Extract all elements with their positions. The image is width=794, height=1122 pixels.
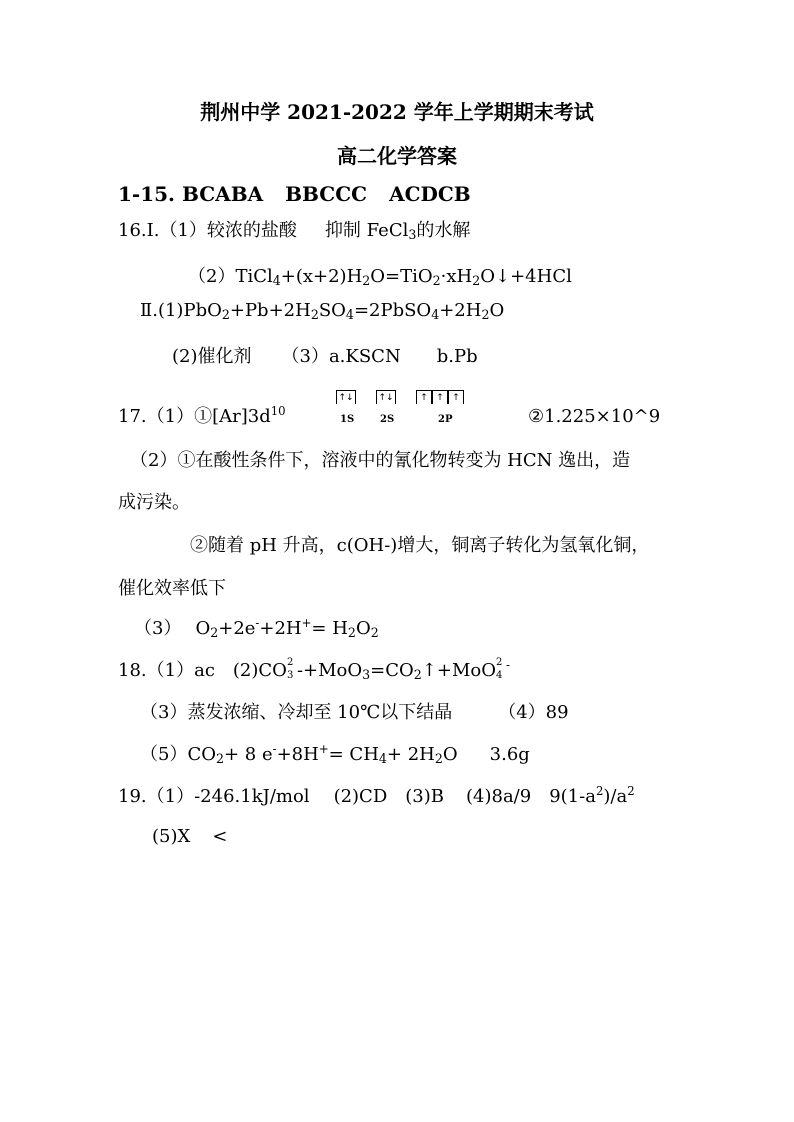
subscript: 2 bbox=[362, 273, 371, 289]
orbital-box-2p-3: ↑ bbox=[448, 390, 464, 404]
q16-eq3-part: +2H bbox=[439, 300, 482, 321]
q18-line-5 bbox=[140, 741, 530, 767]
q17-p3-part: +2e bbox=[218, 618, 256, 639]
subscript: 2 bbox=[370, 625, 379, 641]
subscript: 2 bbox=[413, 667, 422, 683]
mc-group-3: ACDCB bbox=[389, 182, 471, 206]
mc-group-1: BCABA bbox=[181, 182, 264, 206]
q18-line-3 bbox=[140, 704, 569, 722]
q17-p3-part: O bbox=[195, 618, 211, 639]
q16-eq2-part: O↓+4HCl bbox=[480, 266, 572, 287]
q16-kscn: （3）a.KSCN bbox=[281, 346, 401, 367]
q18-p4: （4）89 bbox=[498, 702, 569, 723]
subscript: 4 bbox=[378, 751, 387, 767]
q16-number: 16. bbox=[118, 220, 147, 241]
q16-eq3-part: +Pb+2H bbox=[229, 300, 311, 321]
q19-p4b-part: 9(1-a bbox=[549, 786, 596, 807]
q18-eq5-part: = CH bbox=[328, 744, 379, 765]
q16-eq3-part: SO bbox=[318, 300, 346, 321]
q18-number: 18. bbox=[118, 660, 147, 681]
q18-line-1 bbox=[118, 657, 510, 683]
subscript: 4 bbox=[431, 307, 440, 323]
superscript: 10 bbox=[270, 403, 286, 418]
q19-p5b: < bbox=[212, 826, 228, 847]
q18-p1: （1）ac bbox=[146, 660, 215, 681]
q19-p2: (2)CD bbox=[333, 786, 388, 807]
q17-p2b-line-1: ②随着 pH 升高，c(OH-)增大，铜离子转化为氢氧化铜， bbox=[190, 535, 650, 556]
mc-group-2: BBCCC bbox=[285, 182, 368, 206]
q16-part1b: 抑制 FeCl bbox=[324, 220, 409, 241]
q16-eq3-part: Ⅱ.(1)PbO bbox=[140, 300, 222, 321]
q17-p2b-line-2: 催化效率低下 bbox=[118, 578, 226, 599]
q16-catalyst: (2)催化剂 bbox=[172, 346, 252, 367]
superscript: + bbox=[301, 615, 312, 630]
subscript: 2 bbox=[347, 625, 356, 641]
q18-eq5-part: +8H bbox=[276, 744, 319, 765]
q17-number: 17. bbox=[118, 406, 147, 427]
q16-eq2-part: O=TiO bbox=[370, 266, 433, 287]
q16-line-4 bbox=[172, 348, 478, 366]
superscript: - bbox=[506, 657, 510, 672]
q18-p3: （3）蒸发浓缩、冷却至 10℃以下结晶 bbox=[140, 702, 453, 723]
q19-line-1 bbox=[118, 783, 635, 807]
subscript: 4 bbox=[272, 273, 281, 289]
orbital-box-2p-2: ↑ bbox=[432, 390, 448, 404]
superscript: - bbox=[255, 615, 260, 630]
q17-p3-part: = H bbox=[311, 618, 348, 639]
subscript: 2 bbox=[434, 751, 443, 767]
q19-p4b-part: )/a bbox=[603, 786, 628, 807]
q16-part1: Ⅰ.（1）较浓的盐酸 bbox=[146, 220, 297, 241]
q17-p3-part: +2H bbox=[259, 618, 302, 639]
q18-mass: 3.6g bbox=[489, 744, 530, 765]
q19-line-2 bbox=[152, 828, 227, 846]
q16-eq2-part: ·xH bbox=[440, 266, 473, 287]
orbital-label-1s: 1S bbox=[340, 414, 355, 425]
orbital-label-2s: 2S bbox=[380, 414, 395, 425]
subscript: 2 bbox=[310, 307, 319, 323]
q16-eq3-part: O bbox=[489, 300, 505, 321]
subscript: 2 bbox=[221, 307, 230, 323]
q19-p5: (5)X bbox=[152, 826, 191, 847]
q16-eq2-part: （2）TiCl bbox=[188, 266, 273, 287]
q16-line-1 bbox=[118, 220, 471, 243]
superscript: 2 bbox=[496, 657, 503, 668]
q19-p4: (4)8a/9 bbox=[466, 786, 532, 807]
q18-eq5-part: + 2H bbox=[386, 744, 435, 765]
q16-pb: b.Pb bbox=[436, 346, 478, 367]
q16-part1b-tail: 的水解 bbox=[416, 220, 471, 241]
q16-line-3 bbox=[140, 300, 505, 323]
mc-label: 1-15. bbox=[118, 182, 176, 206]
q19-number: 19. bbox=[118, 786, 147, 807]
orbital-diagram bbox=[336, 390, 486, 430]
subscript: 2 bbox=[432, 273, 441, 289]
q17-config: （1）①[Ar]3d bbox=[146, 406, 271, 427]
q16-eq3-part: =2PbSO bbox=[353, 300, 432, 321]
q18-eq5-part: （5）CO bbox=[140, 744, 216, 765]
q18-eq-part: -+MoO bbox=[296, 660, 363, 681]
q17-ksp: ②1.225×10^9 bbox=[528, 406, 661, 427]
subscript: 2 bbox=[472, 273, 481, 289]
q17-p2-line-1: （2）①在酸性条件下，溶液中的氰化物转变为 HCN 逸出，造 bbox=[130, 450, 631, 471]
q18-eq-part: ↑+MoO bbox=[421, 660, 496, 681]
superscript: + bbox=[318, 741, 329, 756]
q17-line-1 bbox=[118, 403, 286, 427]
q17-p3 bbox=[134, 615, 379, 641]
q17-p2-line-2: 成污染。 bbox=[118, 492, 190, 513]
subscript: 2 bbox=[210, 625, 219, 641]
superscript: 2 bbox=[286, 657, 294, 668]
orbital-box-2p-1: ↑ bbox=[416, 390, 432, 404]
superscript: 2 bbox=[627, 783, 635, 798]
mc-answers bbox=[118, 184, 471, 204]
subscript: 2 bbox=[481, 307, 490, 323]
q18-eq5-part: + 8 e bbox=[224, 744, 273, 765]
subscript: 2 bbox=[215, 751, 224, 767]
subscript: 3 bbox=[408, 227, 417, 243]
charge-stack bbox=[496, 657, 506, 681]
orbital-box-2s: ↑↓ bbox=[376, 390, 396, 404]
page-title: 荆州中学 2021-2022 学年上学期期末考试 bbox=[200, 100, 594, 124]
q18-eq-part: (2)CO bbox=[232, 660, 287, 681]
subscript: 4 bbox=[345, 307, 354, 323]
q17-p3-lead: （3） bbox=[134, 618, 182, 639]
q18-eq-part: =CO bbox=[370, 660, 414, 681]
superscript: - bbox=[272, 741, 277, 756]
charge-stack bbox=[286, 657, 297, 681]
subscript: 4 bbox=[496, 670, 503, 681]
orbital-box-1s: ↑↓ bbox=[336, 390, 356, 404]
q19-p3: (3)B bbox=[405, 786, 444, 807]
q19-p1: （1）-246.1kJ/mol bbox=[146, 786, 310, 807]
q16-eq2-part: +(x+2)H bbox=[280, 266, 363, 287]
subscript: 3 bbox=[362, 667, 371, 683]
page-subtitle: 高二化学答案 bbox=[337, 144, 457, 168]
q17-p3-part: O bbox=[355, 618, 371, 639]
q18-eq5-part: O bbox=[442, 744, 458, 765]
superscript: 2 bbox=[595, 783, 604, 798]
q16-line-2 bbox=[188, 266, 572, 289]
subscript: 3 bbox=[286, 670, 294, 681]
orbital-label-2p: 2P bbox=[438, 414, 453, 425]
